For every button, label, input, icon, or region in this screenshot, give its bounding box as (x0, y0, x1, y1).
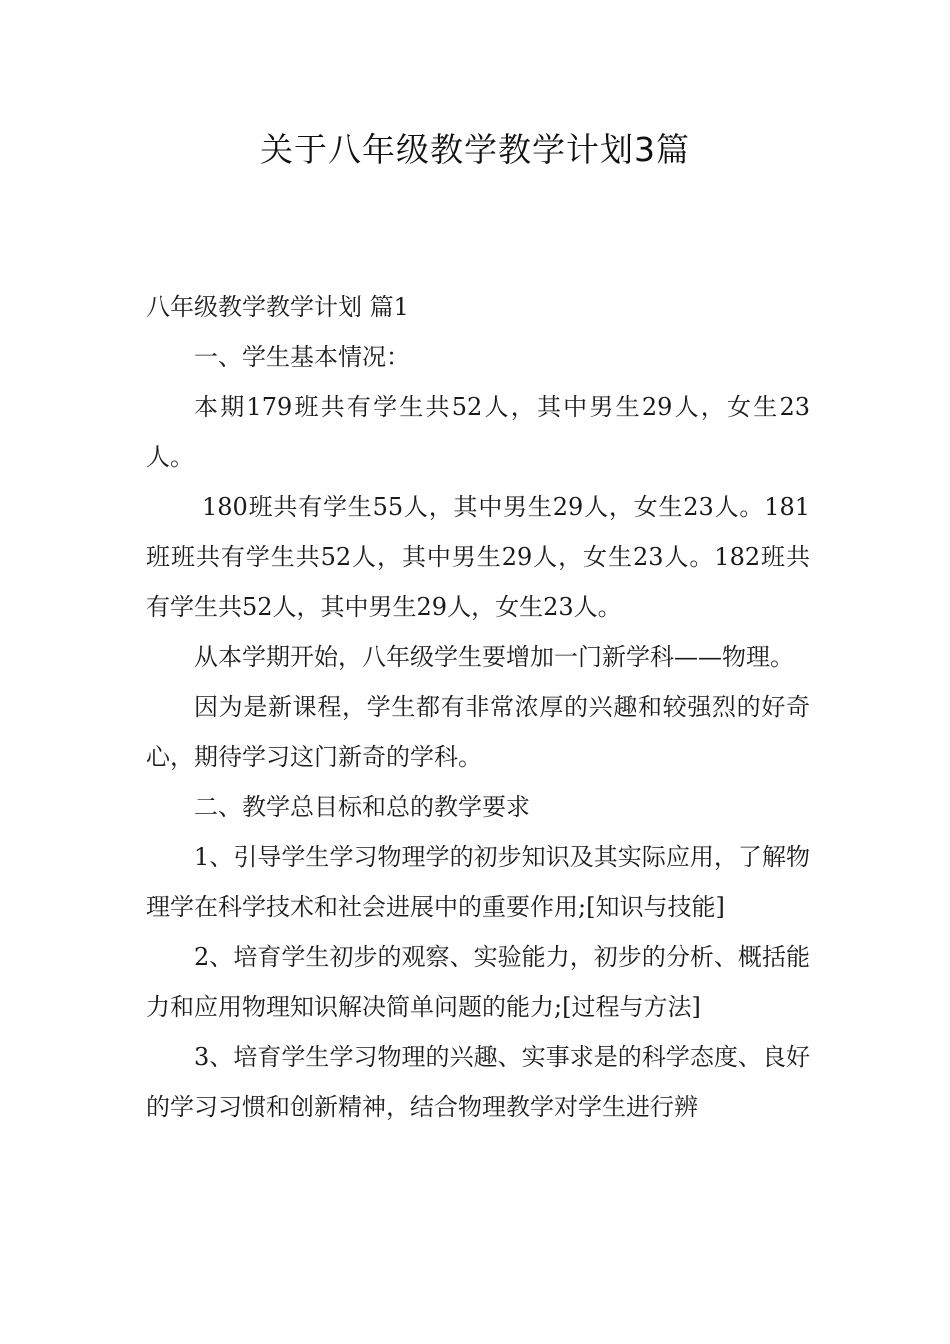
paragraph-interest: 因为是新课程，学生都有非常浓厚的兴趣和较强烈的好奇心，期待学习这门新奇的学科。 (146, 693, 810, 771)
paragraph-new-subject: 从本学期开始，八年级学生要增加一门新学科——物理。 (194, 643, 794, 671)
paragraph-goals-heading: 二、教学总目标和总的教学要求 (194, 793, 530, 821)
document-body (146, 282, 810, 1132)
paragraph-goal-2: 2、培育学生初步的观察、实验能力，初步的分析、概括能力和应用物理知识解决简单问题的能力;[过程与方法] (146, 943, 810, 1021)
paragraph-student-situation-heading: 一、学生基本情况： (194, 343, 410, 371)
section-heading: 八年级教学教学计划 篇1 (146, 293, 409, 321)
paragraph-goal-3: 3、培育学生学习物理的兴趣、实事求是的科学态度、良好的学习习惯和创新精神，结合物理教学对学生进行辨 (146, 1043, 810, 1121)
document-title: 关于八年级教学教学计划3篇 (260, 130, 690, 169)
paragraph-classes-180-182: 180班共有学生55人，其中男生29人，女生23人。181班班共有学生共52人，其中男生29人，女生23人。182班共有学生共52人，其中男生29人，女生23人。 (146, 493, 810, 621)
paragraph-goal-1: 1、引导学生学习物理学的初步知识及其实际应用，了解物理学在科学技术和社会进展中的重要作用;[知识与技能] (146, 843, 810, 921)
paragraph-class-179: 本期179班共有学生共52人，其中男生29人，女生23人。 (146, 393, 810, 471)
